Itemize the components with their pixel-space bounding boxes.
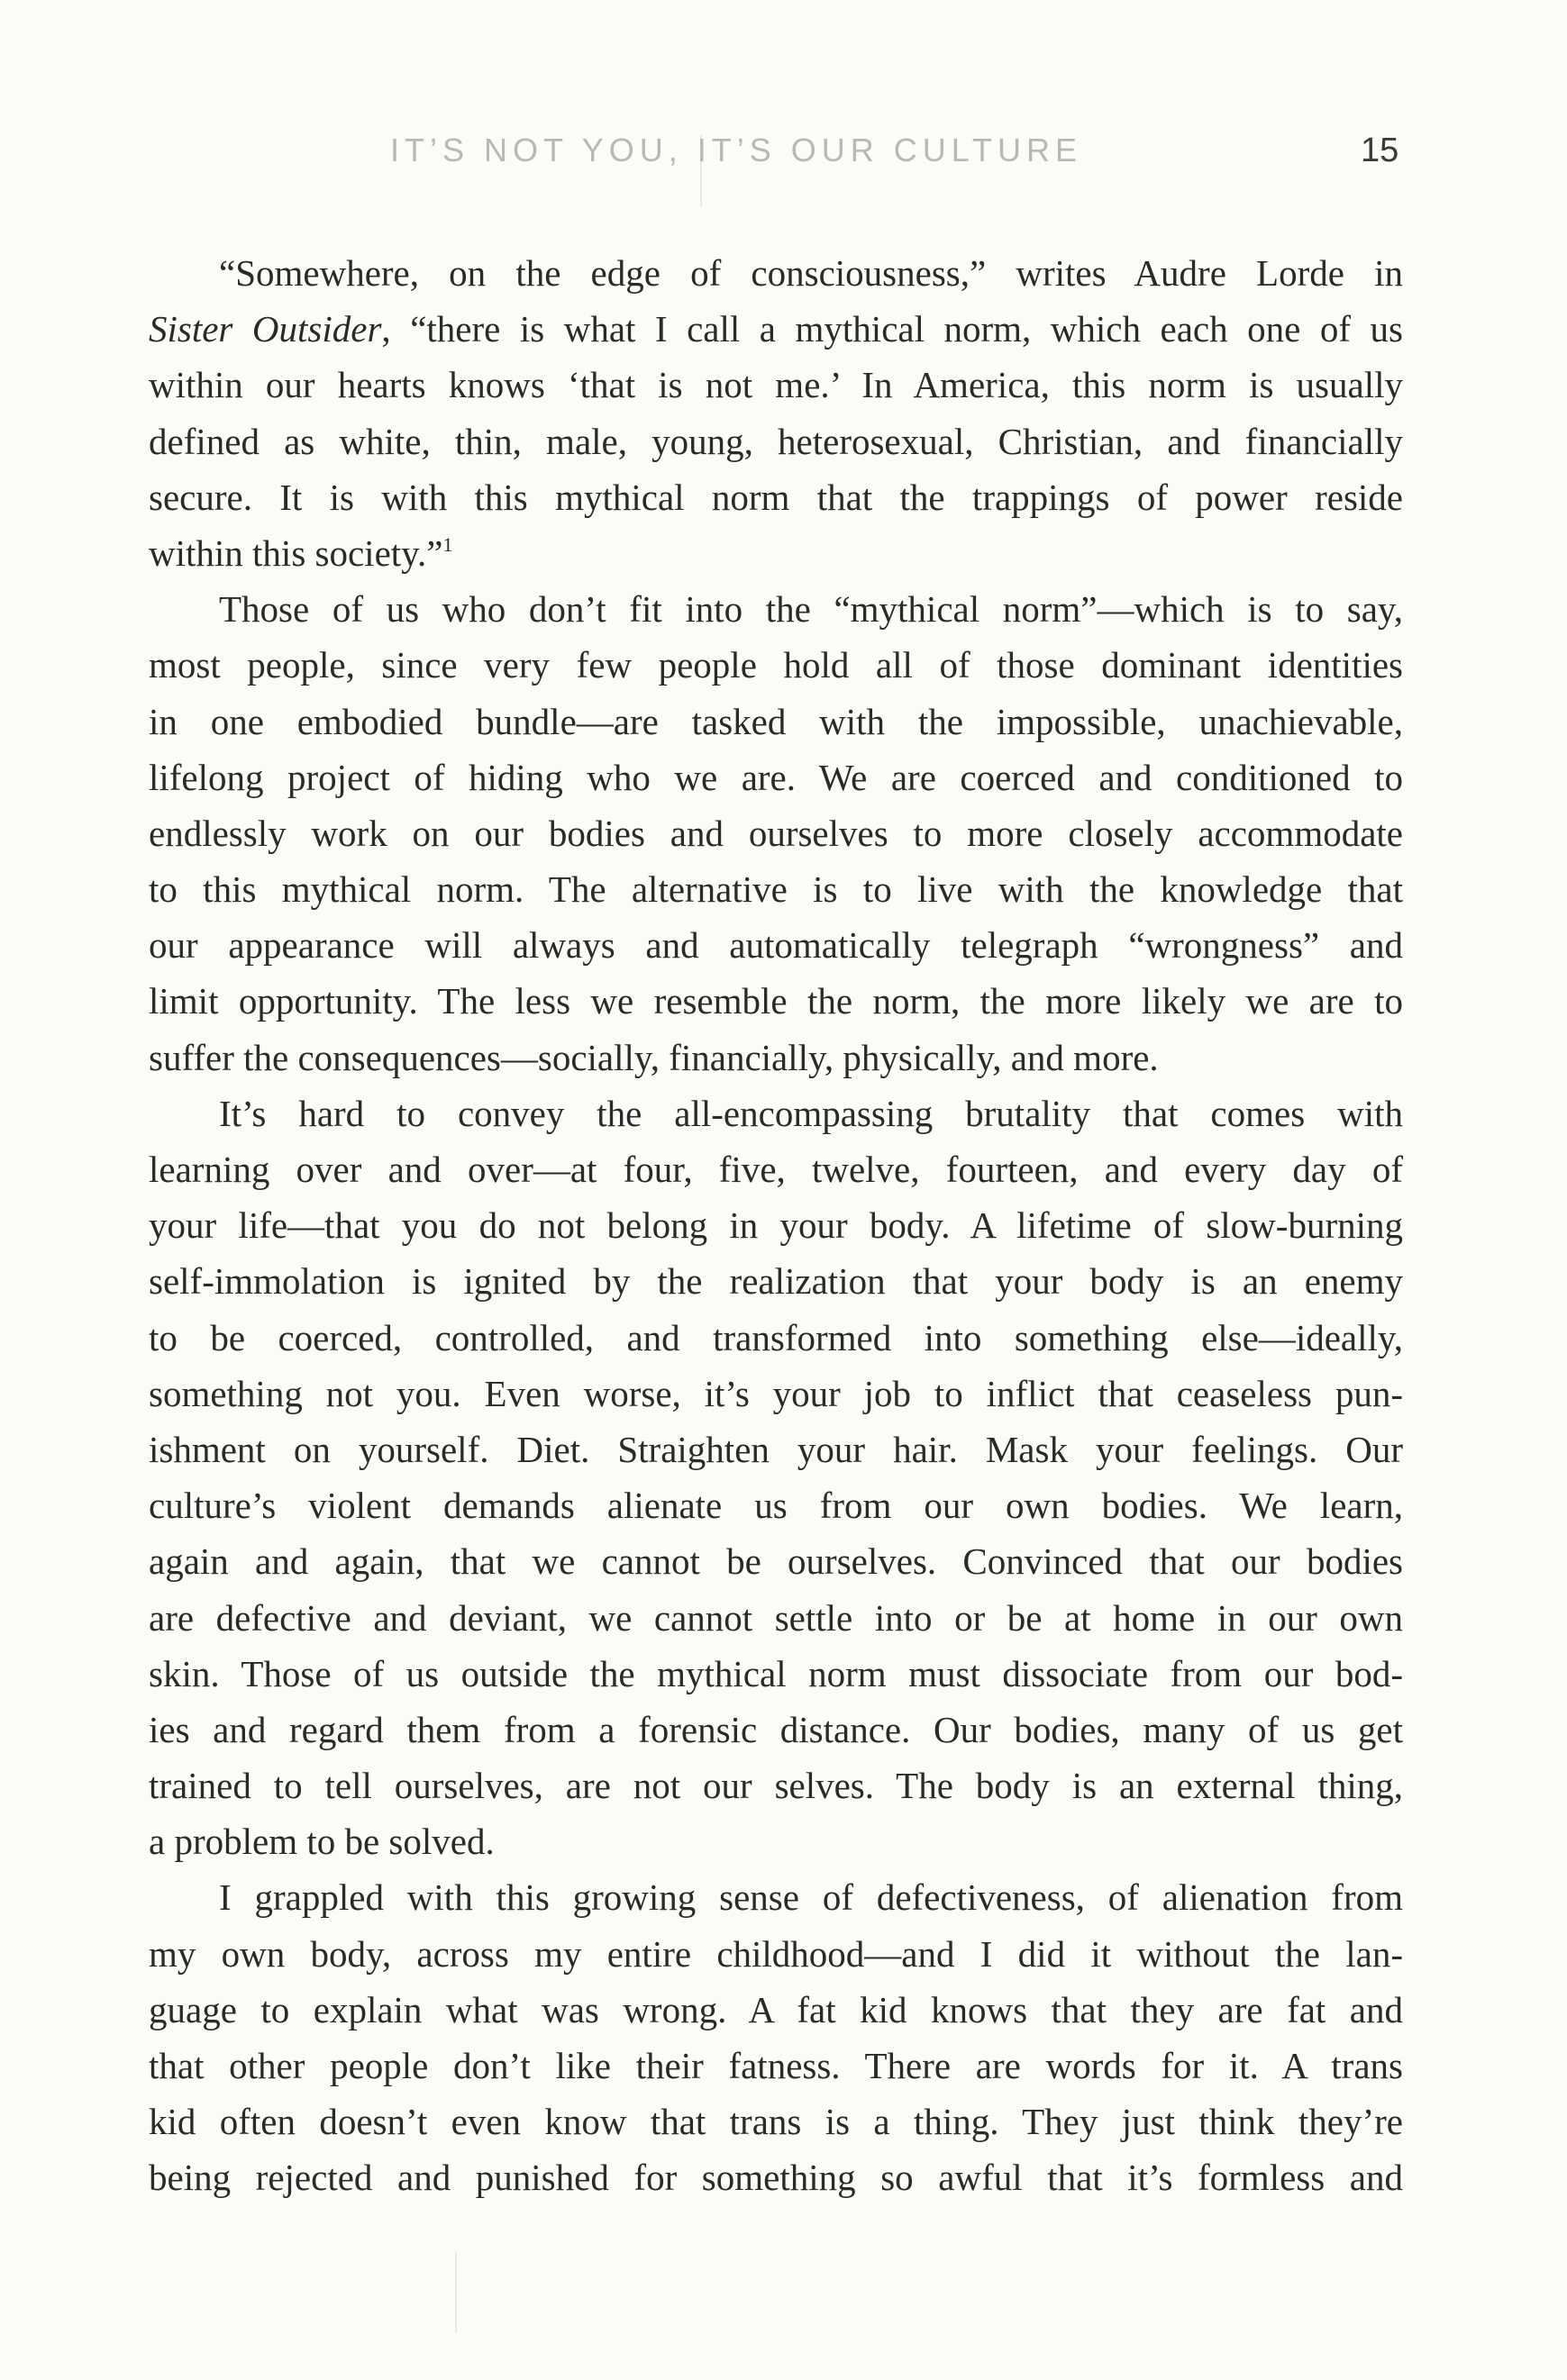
text-line: your life—that you do not belong in your body. A lifetime of slow-burning [149,1204,1403,1247]
text-line: that other people don’t like their fatness. There are words for it. A trans [149,2045,1403,2086]
text-line: “Somewhere, on the edge of consciousness,” writes Audre Lorde in [219,252,1403,294]
text-line: being rejected and punished for something so awful that it’s formless and [149,2157,1403,2199]
scan-crease [455,2252,457,2333]
page-number: 15 [1361,132,1399,169]
text-line: again and again, that we cannot be ourselves. Convinced that our bodies [149,1540,1403,1583]
paragraph [149,1086,1403,1870]
text-line: ies and regard them from a forensic distance. Our bodies, many of us get [149,1708,1403,1750]
text-line: in one embodied bundle—are tasked with the impossible, unachievable, [149,700,1403,742]
text-line: within our hearts knows ‘that is not me.’ In America, this norm is usually [149,364,1403,406]
text-line: to be coerced, controlled, and transformed into something else—ideally, [149,1316,1403,1358]
text-line: ishment on yourself. Diet. Straighten your hair. Mask your feelings. Our [149,1428,1403,1470]
text-line-content: within this society.” [149,531,443,574]
body-text [149,245,1403,2206]
text-line: It’s hard to convey the all-encompassing brutality that comes with [219,1092,1403,1134]
text-line: our appearance will always and automatically telegraph “wrongness” and [149,924,1403,967]
text-line: are defective and deviant, we cannot settle into or be at home in our own [149,1596,1403,1639]
footnote-marker[interactable]: 1 [442,532,453,556]
text-line: defined as white, thin, male, young, heterosexual, Christian, and financially [149,420,1403,462]
text-line [149,525,1403,581]
text-line: Those of us who don’t fit into the “mythical norm”—which is to say, [219,588,1403,631]
text-line: most people, since very few people hold all of those dominant identities [149,644,1403,686]
text-line: skin. Those of us outside the mythical norm must dissociate from our bod- [149,1652,1403,1694]
text-line: secure. It is with this mythical norm that the trappings of power reside [149,476,1403,518]
text-line [149,301,1403,357]
text-line: kid often doesn’t even know that trans is a thing. They just think they’re [149,2101,1403,2143]
book-title: Sister Outsider [149,308,382,350]
text-line: I grappled with this growing sense of defectiveness, of alienation from [219,1876,1403,1919]
paragraph [149,581,1403,1086]
text-line: learning over and over—at four, five, twelve, fourteen, and every day of [149,1149,1403,1190]
text-line: endlessly work on our bodies and ourselves to more closely accommodate [149,812,1403,854]
text-line: trained to tell ourselves, are not our selves. The body is an external thing, [149,1765,1403,1807]
text-line: something not you. Even worse, it’s your job to inflict that ceaseless pun- [149,1372,1403,1414]
text-line: to this mythical norm. The alternative is to live with the knowledge that [149,868,1403,911]
text-line: my own body, across my entire childhood—and I did it without the lan- [149,1932,1403,1975]
text-line: a problem to be solved. [149,1821,495,1863]
text-line: guage to explain what was wrong. A fat kid knows that they are fat and [149,1988,1403,2030]
text-line: suffer the consequences—socially, financially, physically, and more. [149,1036,1159,1078]
running-head: IT’S NOT YOU, IT’S OUR CULTURE [390,132,1083,168]
paragraph [149,1869,1403,2205]
text-line: culture’s violent demands alienate us from our own bodies. We learn, [149,1485,1403,1527]
text-line-rest: , “there is what I call a mythical norm, which each one of us [381,308,1403,350]
text-line: limit opportunity. The less we resemble the norm, the more likely we are to [149,980,1403,1022]
text-line: lifelong project of hiding who we are. We are coerced and conditioned to [149,756,1403,798]
text-line: self-immolation is ignited by the realization that your body is an enemy [149,1260,1403,1303]
paragraph [149,245,1403,581]
